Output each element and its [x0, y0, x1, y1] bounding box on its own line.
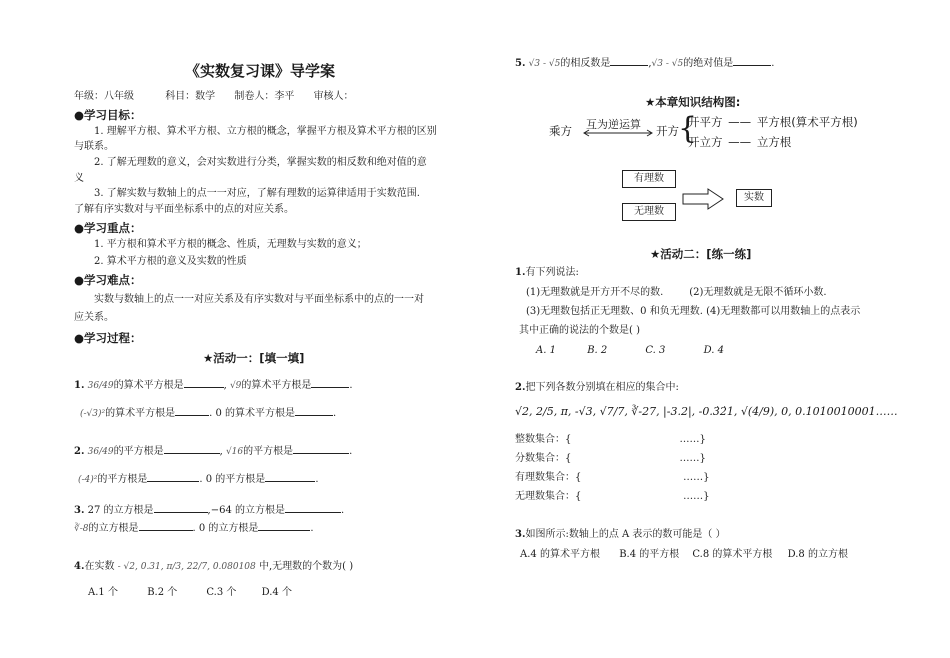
- question-5: 5. √3 - √5的相反数是 ,√3 - √5的绝对值是 .: [515, 55, 774, 71]
- brace-icon: {: [678, 111, 698, 146]
- diagram-dash: ——: [728, 115, 752, 129]
- difficulty-a: 实数与数轴上的点一一对应关系及有序实数对与平面坐标系中的点的一一对: [94, 294, 424, 305]
- math-expression: (-√3)²: [80, 409, 106, 419]
- question-text: 有下列说法:: [525, 267, 579, 278]
- diagram-sqrt-op: 开平方: [688, 115, 723, 129]
- option-a[interactable]: A.1 个: [88, 587, 118, 598]
- math-expression: √3 - √5: [528, 59, 561, 69]
- question-3-line-1: 3. 27 的立方根是 ,−64 的立方根是 .: [74, 502, 344, 518]
- key-heading: ●学习重点：: [74, 221, 142, 235]
- diagram-square: 乘方: [549, 124, 572, 138]
- process-heading: ●学习过程：: [74, 331, 142, 345]
- question-number: 2.: [515, 382, 526, 393]
- question-number: 3.: [74, 505, 85, 516]
- answer-blank[interactable]: [139, 520, 193, 531]
- answer-blank[interactable]: [164, 443, 220, 454]
- math-expression: - √2, 0.31, π/3, 22/7, 0.080108: [117, 562, 256, 572]
- diagram-cbrt-result: 立方根: [756, 135, 792, 149]
- question-2-line-2: (-4)²的平方根是 . 0 的平方根是 .: [78, 471, 319, 487]
- statement-4: (4)无理数都可以用数轴上的点表示: [706, 306, 861, 317]
- question-text: −64 的立方根是: [210, 505, 286, 516]
- option-c[interactable]: C.3 个: [206, 587, 237, 598]
- diagram-cbrt-op: 开立方: [688, 135, 723, 149]
- answer-blank[interactable]: [184, 377, 224, 388]
- math-expression: √9: [229, 381, 242, 391]
- question-text: 的平方根是: [97, 474, 148, 485]
- diagram-dash: ——: [728, 135, 752, 149]
- goal-3a: 3. 了解实数与数轴上的点一一对应，了解有理数的运算律适用于实数范围.: [94, 188, 420, 199]
- question-text: 的绝对值是: [683, 58, 734, 69]
- diagram-root: 开方: [656, 124, 679, 138]
- practice-1-options: [536, 344, 724, 358]
- practice-2-number-list: √2, 2/5, π, -√3, √7/7, ∛-27, |-3.2|, -0.3̇2̇1, √(4/9), 0, 0.1010010001……: [515, 405, 898, 418]
- question-text: 0 的平方根是: [205, 474, 266, 485]
- answer-blank[interactable]: [258, 520, 310, 531]
- knowledge-structure-title: ★本章知识结构图:: [645, 95, 741, 109]
- activity-1-heading: ★活动一：[填一填]: [203, 351, 305, 365]
- question-text: 27 的立方根是: [87, 505, 154, 516]
- question-text: 0 的立方根是: [198, 523, 259, 534]
- goal-3b: 了解有序实数对与平面坐标系中的点的对应关系。: [74, 204, 294, 215]
- key-2: 2. 算术平方根的意义及实数的性质: [94, 256, 247, 267]
- page-title: 《实数复习课》导学案: [185, 62, 336, 80]
- integer-set[interactable]: 整数集合：{ ……}: [515, 434, 706, 445]
- question-text: 的平方根是: [243, 446, 294, 457]
- question-number: 5.: [515, 58, 526, 69]
- question-text: 如图所示:数轴上的点 A 表示的数可能是（ ）: [525, 529, 726, 540]
- practice-3-options: [520, 548, 848, 562]
- question-text: 的算术平方根是: [105, 408, 176, 419]
- option-a[interactable]: A.4 的算术平方根: [520, 549, 600, 560]
- activity-2-heading: ★活动二：[练一练]: [650, 247, 752, 261]
- statement-3: (3)无理数包括正无理数、0 和负无理数.: [526, 306, 703, 317]
- math-expression: (-4)²: [78, 475, 98, 485]
- option-b[interactable]: B.4 的平方根: [619, 549, 680, 560]
- question-number: 3.: [515, 529, 526, 540]
- answer-blank[interactable]: [311, 377, 349, 388]
- question-number: 4.: [74, 561, 85, 572]
- practice-1-statement-row-2: [526, 305, 860, 319]
- option-c[interactable]: C. 3: [645, 345, 666, 356]
- math-expression: 36/49: [87, 381, 114, 391]
- diagram-sqrt-result: 平方根(算术平方根): [756, 115, 858, 129]
- option-a[interactable]: A. 1: [536, 345, 556, 356]
- goals-heading: ●学习目标：: [74, 108, 142, 122]
- statement-1: (1)无理数就是开方开不尽的数.: [526, 287, 664, 298]
- option-d[interactable]: D. 4: [703, 345, 724, 356]
- diagram-inverse-label: 互为逆运算: [586, 118, 641, 131]
- goal-2a: 2. 了解无理数的意义，会对实数进行分类，掌握实数的相反数和绝对值的意: [94, 157, 427, 168]
- rational-box: 有理数: [622, 170, 676, 188]
- question-3-line-2: ∛-8的立方根是 . 0 的立方根是 .: [74, 520, 314, 536]
- math-expression: √3 - √5: [651, 59, 684, 69]
- answer-blank[interactable]: [295, 405, 333, 416]
- goal-1a: 1. 理解平方根、算术平方根、立方根的概念，掌握平方根及算术平方根的区别: [94, 126, 437, 137]
- goal-2b: 义: [74, 173, 84, 184]
- question-1-line-2: (-√3)²的算术平方根是 . 0 的算术平方根是 .: [80, 405, 336, 421]
- diagram-square-root-row: [688, 114, 858, 130]
- option-c[interactable]: C.8 的算术平方根: [692, 549, 773, 560]
- difficulty-b: 应关系。: [74, 312, 114, 323]
- question-text: 0 的算术平方根是: [215, 408, 296, 419]
- option-d[interactable]: D.4 个: [261, 587, 292, 598]
- practice-1-ask: 其中正确的说法的个数是( ): [519, 325, 640, 336]
- goal-1b: 与联系。: [74, 141, 114, 152]
- meta-line: [74, 90, 354, 104]
- question-text: 中,无理数的个数为( ): [258, 561, 354, 572]
- rational-set[interactable]: 有理数集合：{ ……}: [515, 472, 710, 483]
- option-b[interactable]: B. 2: [587, 345, 608, 356]
- answer-blank[interactable]: [293, 443, 349, 454]
- practice-1-head: [515, 266, 579, 280]
- statement-2: (2)无理数就是无限不循环小数.: [689, 287, 827, 298]
- math-expression: √16: [225, 447, 244, 457]
- question-1-line-1: 1. 36/49的算术平方根是 , √9的算术平方根是 .: [74, 377, 353, 393]
- answer-blank[interactable]: [147, 471, 199, 482]
- meta-grade: 年级：八年级: [74, 91, 134, 102]
- answer-blank[interactable]: [175, 405, 209, 416]
- arrow-right-icon: [682, 188, 724, 210]
- answer-blank[interactable]: [610, 55, 648, 66]
- meta-reviewer: 审核人：: [313, 91, 354, 102]
- practice-3-head: [515, 528, 726, 542]
- answer-blank[interactable]: [733, 55, 771, 66]
- question-4: [74, 560, 353, 574]
- question-text: 的算术平方根是: [241, 380, 312, 391]
- option-d[interactable]: D.8 的立方根: [787, 549, 848, 560]
- irrational-set[interactable]: 无理数集合：{ ……}: [515, 491, 710, 502]
- question-4-options: [88, 586, 292, 600]
- question-number: 2.: [74, 446, 85, 457]
- math-expression: ∛-8: [74, 524, 89, 534]
- key-1: 1. 平方根和算术平方根的概念、性质，无理数与实数的意义；: [94, 239, 367, 250]
- practice-1-statement-row-1: [526, 286, 827, 300]
- question-text: 在实数: [84, 561, 115, 572]
- question-text: 把下列各数分别填在相应的集合中:: [525, 382, 679, 393]
- meta-author: 制卷人：李平: [234, 91, 295, 102]
- question-number: 1.: [74, 380, 85, 391]
- math-expression: 36/49: [87, 447, 114, 457]
- real-box: 实数: [736, 189, 772, 207]
- meta-subject: 科目：数学: [165, 91, 216, 102]
- fraction-set[interactable]: 分数集合：{ ……}: [515, 453, 706, 464]
- difficulty-heading: ●学习难点：: [74, 273, 142, 287]
- answer-blank[interactable]: [285, 502, 341, 513]
- question-text: 的平方根是: [113, 446, 164, 457]
- double-arrow-icon: [582, 129, 654, 137]
- question-text: 的相反数是: [560, 58, 611, 69]
- diagram-cube-root-row: [688, 134, 791, 150]
- irrational-box: 无理数: [622, 203, 676, 221]
- question-2-line-1: 2. 36/49的平方根是 , √16的平方根是 .: [74, 443, 352, 459]
- practice-2-head: [515, 381, 679, 395]
- question-text: 的立方根是: [88, 523, 139, 534]
- question-number: 1.: [515, 267, 526, 278]
- answer-blank[interactable]: [154, 502, 208, 513]
- question-text: 的算术平方根是: [113, 380, 184, 391]
- option-b[interactable]: B.2 个: [147, 587, 178, 598]
- answer-blank[interactable]: [265, 471, 315, 482]
